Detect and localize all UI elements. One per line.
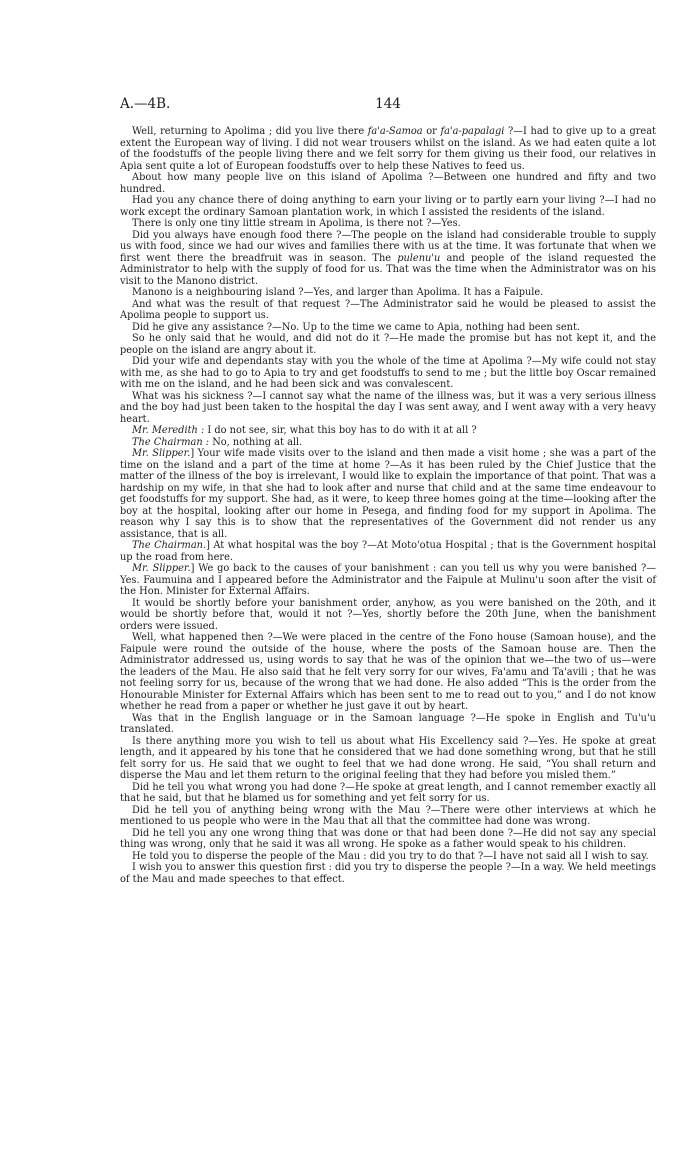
italic-text: The Chairman.: [132, 540, 207, 551]
paragraph: [120, 356, 656, 391]
paragraph: [120, 736, 656, 782]
page-header: [120, 96, 656, 122]
text-segment: and people of the island requested the Administrator to help with the supply of food for us. That was the time when the Administrator was on his visit to the Manono district.: [120, 252, 656, 287]
text-segment: What was his sickness ?—I cannot say what the name of the illness was, but it was a very serious illness and the boy had just been taken to the hospital the day I was sent away, and I went away with a very heavy heart.: [120, 390, 656, 425]
paragraph: [120, 391, 656, 426]
text-segment: I wish you to answer this question first : did you try to disperse the people ?—In a way. We held meetings of the Mau and made speeches to that effect.: [120, 862, 656, 885]
text-segment: Did he tell you what wrong you had done ?—He spoke at great length, and I cannot remember exactly all that he said, but that he blamed us for something and yet felt sorry for us.: [120, 781, 656, 804]
text-segment: Well, returning to Apolima ; did you live there: [132, 126, 368, 137]
text-segment: ] We go back to the causes of your banishment : can you tell us why you were banished ?—Yes. Faumuina and I appeared before the Administrator and the Faipule at Mulinu'u soon after the visit of the Hon. Minister for External Affairs.: [120, 563, 657, 597]
paragraph: [120, 287, 656, 299]
text-segment: So he only said that he would, and did not do it ?—He made the promise but has not kept it, and the people on the island are angry about it.: [120, 333, 656, 356]
paragraph: [120, 851, 656, 863]
text-segment: Did he give any assistance ?—No. Up to the time we came to Apia, nothing had been sent.: [132, 321, 581, 333]
text-segment: ] At what hospital was the boy ?—At Moto'otua Hospital ; that is the Government hospital up the road from here.: [120, 540, 656, 563]
paragraph: [120, 540, 656, 563]
text-segment: It would be shortly before your banishment order, anyhow, as you were banished on the 20th, and it would be shortly before that, would it not ?—Yes, shortly before the 20th June, when the banishment orders were issued.: [120, 597, 656, 632]
paragraph: [120, 632, 656, 713]
italic-text: Mr. Slipper.: [132, 563, 191, 574]
text-segment: And what was the result of that request ?—The Administrator said he would be pleased to assist the Apolima people to support us.: [120, 298, 656, 321]
text-segment: Did he tell you of anything being wrong with the Mau ?—There were other interviews at which he mentioned to us people who were in the Mau that all that the committee had done was wrong.: [120, 804, 656, 827]
text-segment: There is only one tiny little stream in Apolima, is there not ?—Yes.: [132, 218, 461, 229]
text-segment: or: [422, 126, 441, 137]
page-number: 144: [375, 96, 401, 112]
text-segment: Manono is a neighbouring island ?—Yes, and larger than Apolima. It has a Faipule.: [132, 287, 544, 298]
text-segment: About how many people live on this island of Apolima ?—Between one hundred and fifty and two hundred.: [120, 172, 656, 195]
italic-text: Mr. Slipper.: [132, 448, 191, 459]
text-segment: ] Your wife made visits over to the island and then made a visit home ; she was a part of the time on the island and a part of the time at home ?—As it has been ruled by the Chief Justice that the matter of the illness of the boy is irrelevant, I would like to explain the importance of that point. That was a hardship on my wife, in that she had to look after and nurse that child and at the same time endeavour to get foodstuffs for my support. She had, as it were, to keep three homes going at the time—looking after the boy at the hospital, looking after our home in Pesega, and finding food for my support in Apolima. The reason why I say this is to show that the representatives of the Government did not render us any assistance, that is all.: [120, 448, 656, 540]
text-segment: Had you any chance there of doing anything to earn your living or to partly earn your living ?—I had no work except the ordinary Samoan plantation work, in which I assisted the residents of the island.: [120, 195, 656, 218]
text-segment: ?—I had to give up to a great extent the European way of living. I did not wear trousers whilst on the island. As we had eaten quite a lot of the foodstuffs of the people living there and we felt sorry for them giving us their food, our relatives in Apia sent quite a lot of European foodstuffs over to help these Natives to feed us.: [120, 126, 656, 172]
paragraph: [120, 322, 656, 334]
paragraph: [120, 862, 656, 885]
paragraph: [120, 218, 656, 230]
paragraph: [120, 598, 656, 633]
text-segment: Was that in the English language or in the Samoan language ?—He spoke in English and Tu'u'u translated.: [120, 712, 656, 735]
body-text: [120, 126, 656, 885]
text-segment: Did your wife and dependants stay with you the whole of the time at Apolima ?—My wife could not stay with me, as she had to go to Apia to try and get foodstuffs to send to me ; but the little boy Oscar remained with me on the island, and he had been sick and was convalescent.: [120, 356, 656, 390]
paragraph: [120, 713, 656, 736]
paragraph: [120, 126, 656, 172]
paragraph: [120, 448, 656, 540]
text-segment: Is there anything more you wish to tell us about what His Excellency said ?—Yes. He spoke at great length, and it appeared by his tone that he considered that we had done something wrong, but that he still felt sorry for us. He said that we ought to feel that we had done wrong. He said, “You shall return and disperse the Mau and let them return to the original feeling that they had before you misled them.”: [120, 735, 656, 781]
italic-text: fa'a-papalagi: [440, 126, 505, 137]
paragraph: [120, 333, 656, 356]
paragraph: [120, 172, 656, 195]
italic-text: Mr. Meredith :: [132, 425, 205, 436]
paragraph: [120, 230, 656, 288]
paragraph: [120, 782, 656, 805]
paragraph: [120, 195, 656, 218]
italic-text: The Chairman :: [132, 436, 210, 448]
paragraph: [120, 299, 656, 322]
paragraph: [120, 425, 656, 437]
text-segment: He told you to disperse the people of the Mau : did you try to do that ?—I have not said all I wish to say.: [132, 850, 649, 862]
text-segment: Well, what happened then ?—We were placed in the centre of the Fono house (Samoan house), and the Faipule were round the outside of the house, where the posts of the Samoan house are. Then the Administrator addressed us, using words to say that he was of the opinion that we—the two of us—were the leaders of the Mau. He also said that he felt very sorry for our wives, Fa'amu and Ta'avili ; that he was not feeling sorry for us, because of the wrong that we had done. He also added “This is the order from the Honourable Minister for External Affairs which has been sent to me to read out to you,” and I do not know whether he read from a paper or whether he just gave it out by heart.: [120, 632, 656, 712]
page-reference: A.—4B.: [120, 96, 171, 112]
paragraph: [120, 563, 656, 598]
paragraph: [120, 805, 656, 828]
text-segment: I do not see, sir, what this boy has to do with it at all ?: [204, 425, 477, 436]
paragraph: [120, 828, 656, 851]
text-segment: Did he tell you any one wrong thing that was done or that had been done ?—He did not say any special thing was wrong, only that he said it was all wrong. He spoke as a father would speak to his children.: [120, 827, 656, 850]
text-segment: No, nothing at all.: [209, 436, 303, 448]
italic-text: pulenu'u: [397, 252, 441, 264]
italic-text: fa'a-Samoa: [367, 126, 423, 137]
text-segment: Did you always have enough food there ?—The people on the island had considerable trouble to supply us with food, since we had our wives and families there with us at the time. It was fortunate that when we first went there the breadfruit was in season. The: [120, 229, 656, 264]
paragraph: [120, 437, 656, 449]
